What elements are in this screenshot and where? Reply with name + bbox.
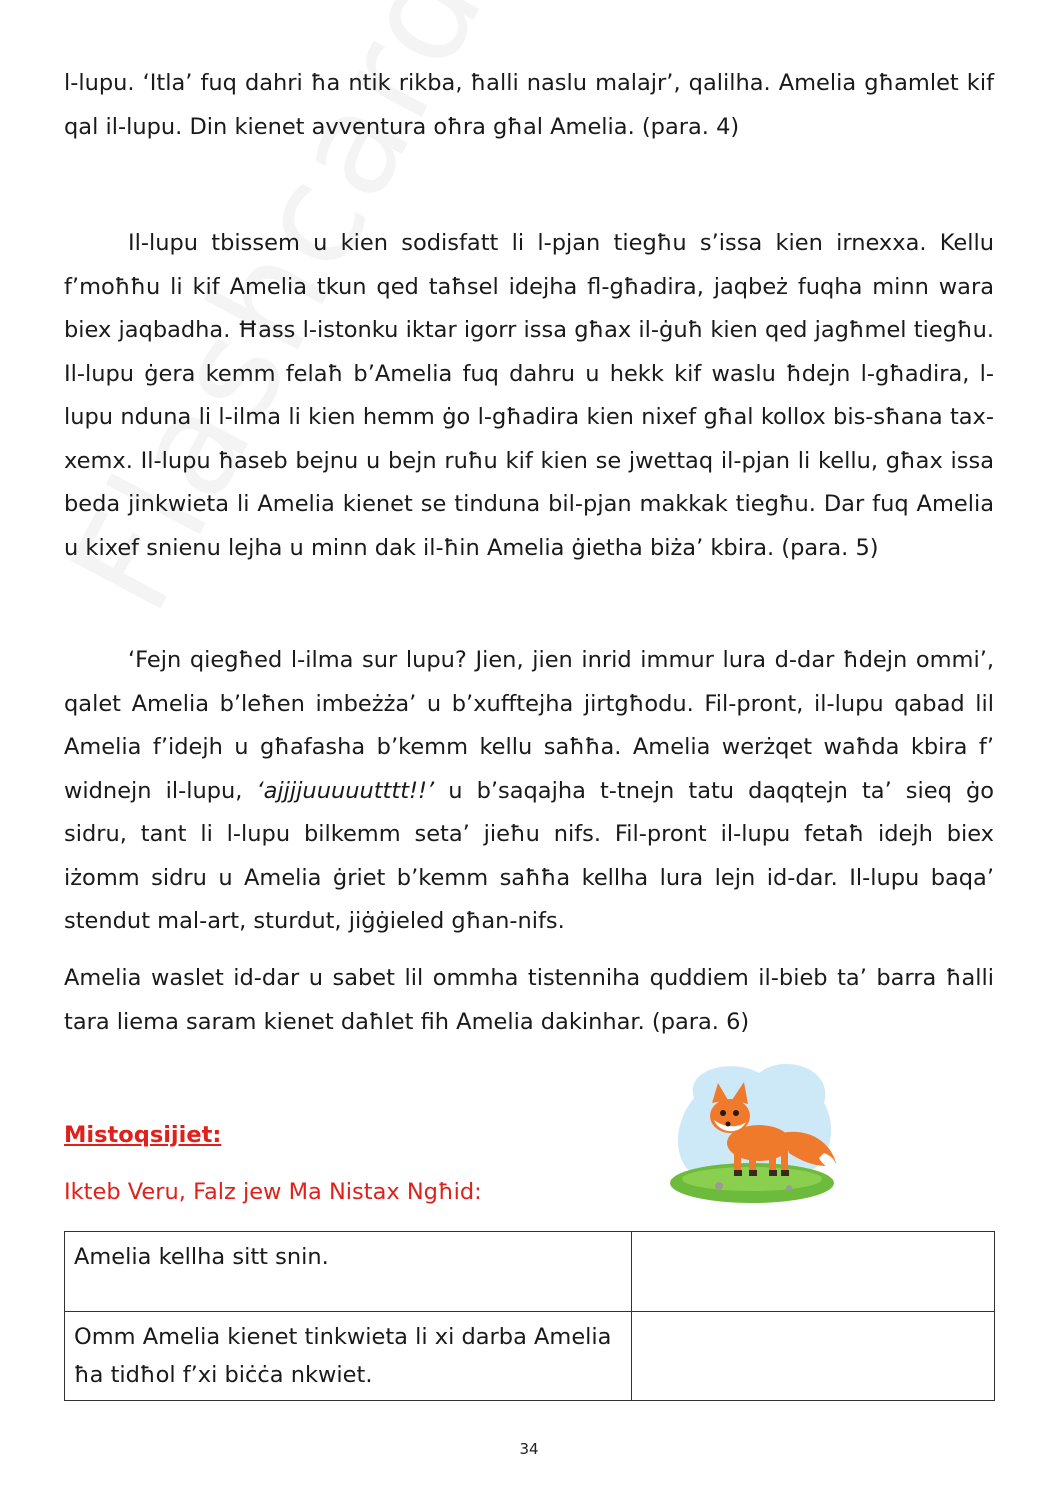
answer-cell[interactable] — [632, 1232, 995, 1312]
paragraph-6-main — [64, 639, 994, 944]
paragraph-6-end: Amelia waslet id-dar u sabet lil ommha tistenniha quddiem il-bieb ta’ barra ħalli tara liema saram kienet daħlet fih Amelia dakinhar. (para. 6) — [64, 965, 994, 1035]
questions-heading: Mistoqsijiet: — [64, 1122, 222, 1148]
questions-instruction: Ikteb Veru, Falz jew Ma Nistax Ngħid: — [64, 1179, 482, 1205]
answer-cell[interactable] — [632, 1312, 995, 1401]
fox-illustration — [664, 1058, 840, 1208]
paragraph-6-part-1: ‘Fejn qiegħed l-ilma sur lupu? Jien, jien inrid immur lura d-dar ħdejn ommi’, qalet Amelia b’leħen imbeżża’ u b’xufftejha jirtgħodu. Fil-pront, il-lupu qabad lil Amelia f’idejh u għafasha b’kemm kellu saħħa. Amelia werżqet waħda kbira f’ widnejn il-lupu, — [64, 647, 994, 804]
table-row — [65, 1232, 995, 1312]
paragraph-4: l-lupu. ‘Itla’ fuq dahri ħa ntik rikba, ħalli naslu malajr’, qalilha. Amelia għamlet kif qal il-lupu. Din kienet avventura oħra għal Amelia. (para. 4) — [64, 70, 994, 140]
statement-cell: Amelia kellha sitt snin. — [65, 1232, 632, 1312]
paragraph-6-exclamation: ‘ajjjjuuuuutttt!!’ — [256, 777, 435, 804]
paragraph-6-part-2: u b’saqajha t-tnejn tatu daqqtejn ta’ sieq ġo sidru, tant li l-lupu bilkemm seta’ jieħu nifs. Fil-pront il-lupu fetaħ idejh biex iżomm sidru u Amelia ġriet b’kemm saħħa kellha lura lejn id-dar. Il-lupu baqa’ stendut mal-art, sturdut, jiġġieled għan-nifs. — [64, 777, 994, 934]
true-false-table — [64, 1231, 995, 1401]
table-row — [65, 1312, 995, 1401]
statement-cell: Omm Amelia kienet tinkwieta li xi darba Amelia ħa tidħol f’xi biċċa nkwiet. — [65, 1312, 632, 1401]
page-number: 34 — [519, 1440, 539, 1458]
paragraph-5: Il-lupu tbissem u kien sodisfatt li l-pjan tiegħu s’issa kien irnexxa. Kellu f’moħħu li kif Amelia tkun qed taħsel idejha fl-għadira, jaqbeż fuqha minn wara biex jaqbadha. Ħass l-istonku iktar igorr issa għax il-ġuħ kien qed jagħmel tiegħu. Il-lupu ġera kemm felaħ b’Amelia fuq dahru u hekk kif waslu ħdejn l-għadira, l-lupu nduna li l-ilma li kien hemm ġo l-għadira kien nixef għal kollox bis-sħana tax-xemx. Il-lupu ħaseb bejnu u bejn ruħu kif kien se jwettaq il-pjan li kellu, għax issa beda jinkwieta li Amelia kienet se tinduna bil-pjan makkak tiegħu. Dar fuq Amelia u kixef snienu lejha u minn dak il-ħin Amelia ġietha biża’ kbira. (para. 5) — [64, 230, 994, 561]
